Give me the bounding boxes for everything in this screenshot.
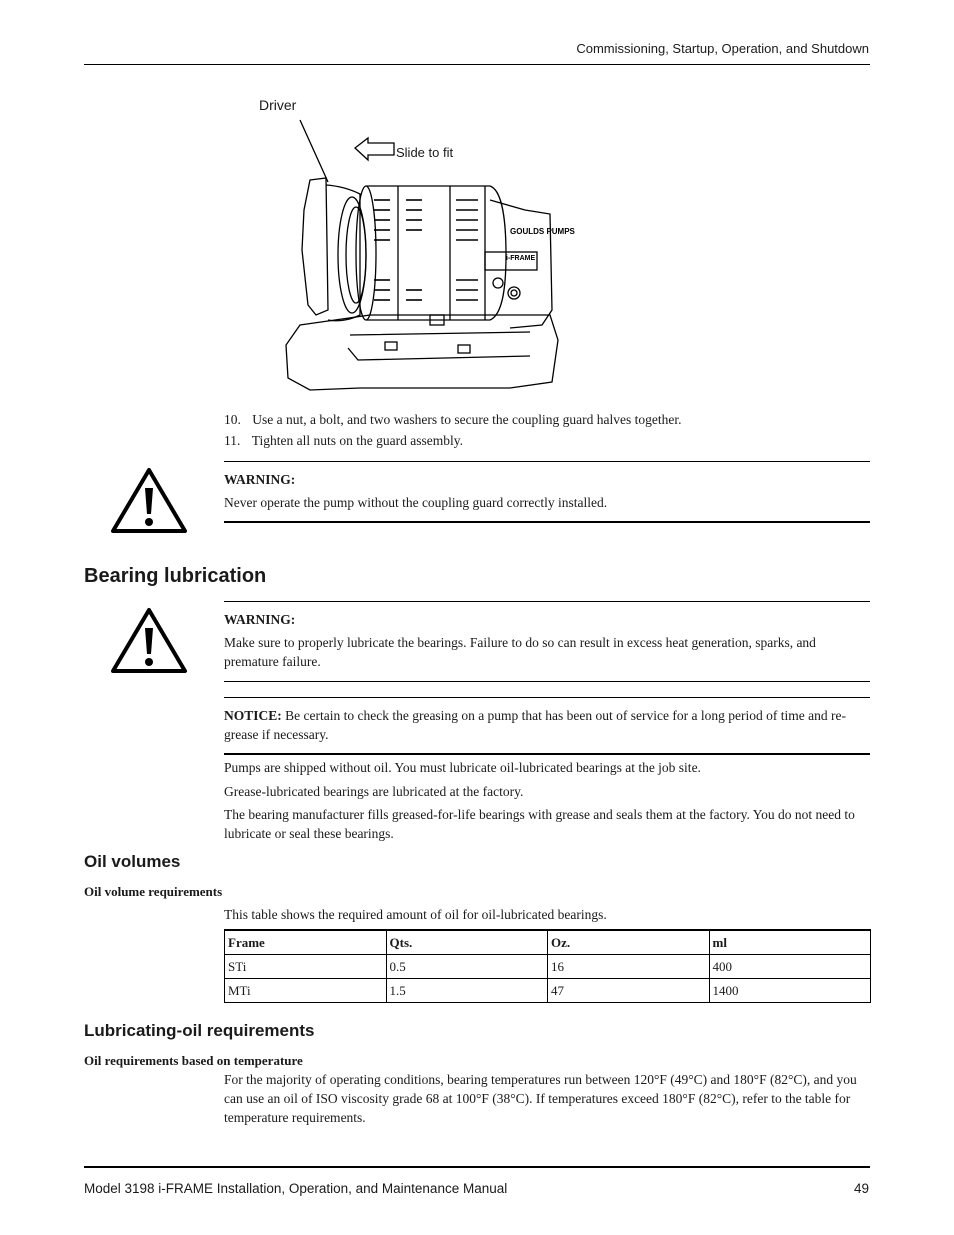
warning-text: Never operate the pump without the coupling guard correctly installed. bbox=[224, 495, 608, 510]
paragraph: Grease-lubricated bearings are lubricated at the factory. bbox=[224, 784, 524, 799]
table-header-cell: Qts. bbox=[386, 930, 548, 955]
warning-title: WARNING: bbox=[224, 472, 296, 487]
step-10 bbox=[224, 410, 682, 429]
figure-label-driver: Driver bbox=[259, 97, 297, 113]
figure-logo-text: GOULDS PUMPS bbox=[510, 227, 575, 236]
table-row bbox=[225, 955, 871, 979]
notice-text: Be certain to check the greasing on a pump that has been out of service for a long period of time and re-grease if necessary. bbox=[224, 708, 846, 742]
step-text: Use a nut, a bolt, and two washers to secure the coupling guard halves together. bbox=[252, 412, 682, 427]
warning-text: Make sure to properly lubricate the bearings. Failure to do so can result in excess heat generation, sparks, and premature failure. bbox=[224, 635, 816, 669]
header-rule bbox=[84, 64, 870, 65]
slide-arrow-icon bbox=[355, 138, 394, 160]
table-cell: STi bbox=[225, 955, 387, 979]
section-title-bearing-lubrication: Bearing lubrication bbox=[84, 565, 267, 587]
table-cell: 1400 bbox=[709, 979, 871, 1003]
step-text: Tighten all nuts on the guard assembly. bbox=[251, 433, 463, 448]
warning-triangle-icon bbox=[110, 606, 188, 674]
step-number: 10. bbox=[224, 412, 241, 427]
table-cell: 0.5 bbox=[386, 955, 548, 979]
running-header: Commissioning, Startup, Operation, and Shutdown bbox=[576, 41, 869, 56]
subsubsection-title: Oil requirements based on temperature bbox=[84, 1053, 303, 1068]
notice-box bbox=[224, 706, 864, 744]
subsubsection-title: Oil volume requirements bbox=[84, 884, 223, 899]
page-number: 49 bbox=[853, 1181, 869, 1196]
step-number: 11. bbox=[224, 433, 241, 448]
notice-bottom-rule bbox=[224, 753, 870, 755]
table-header-cell: ml bbox=[709, 930, 871, 955]
step-11 bbox=[224, 431, 463, 450]
oil-volume-table bbox=[224, 929, 871, 1003]
warning-top-rule bbox=[224, 601, 870, 602]
table-row bbox=[225, 979, 871, 1003]
table-header-cell: Frame bbox=[225, 930, 387, 955]
driver-leader-line bbox=[300, 120, 328, 182]
notice-top-rule bbox=[224, 697, 870, 698]
table-header-row bbox=[225, 930, 871, 955]
warning-title: WARNING: bbox=[224, 612, 296, 627]
notice-label: NOTICE: bbox=[224, 708, 282, 723]
figure-label-slide: Slide to fit bbox=[396, 145, 454, 160]
warning-bottom-rule bbox=[224, 681, 870, 682]
table-cell: 47 bbox=[548, 979, 710, 1003]
subsection-title-oil-volumes: Oil volumes bbox=[84, 852, 181, 871]
figure-logo-sub: i-FRAME bbox=[506, 255, 536, 262]
table-cell: 16 bbox=[548, 955, 710, 979]
table-intro: This table shows the required amount of oil for oil-lubricated bearings. bbox=[224, 907, 607, 922]
table-cell: 1.5 bbox=[386, 979, 548, 1003]
footer-rule bbox=[84, 1166, 870, 1168]
warning-triangle-icon bbox=[110, 466, 188, 534]
table-header-cell: Oz. bbox=[548, 930, 710, 955]
table-cell: 400 bbox=[709, 955, 871, 979]
paragraph: Pumps are shipped without oil. You must lubricate oil-lubricated bearings at the job site. bbox=[224, 760, 701, 775]
warning-bottom-rule bbox=[224, 521, 870, 523]
coupling-guard-illustration bbox=[280, 110, 580, 395]
subsection-title-lubricating-oil: Lubricating-oil requirements bbox=[84, 1021, 315, 1040]
table-cell: MTi bbox=[225, 979, 387, 1003]
paragraph: The bearing manufacturer fills greased-for-life bearings with grease and seals them at the factory. You do not need to lubricate or seal these bearings. bbox=[224, 807, 855, 841]
warning-top-rule bbox=[224, 461, 870, 462]
paragraph: For the majority of operating conditions, bearing temperatures run between 120°F (49°C) and 180°F (82°C), and you can use an oil of ISO viscosity grade 68 at 100°F (38°C). If temperatures exceed 180°F (82°C), refer to the table for temperature requirements. bbox=[224, 1072, 857, 1125]
footer-manual-title: Model 3198 i-FRAME Installation, Operation, and Maintenance Manual bbox=[84, 1181, 508, 1196]
